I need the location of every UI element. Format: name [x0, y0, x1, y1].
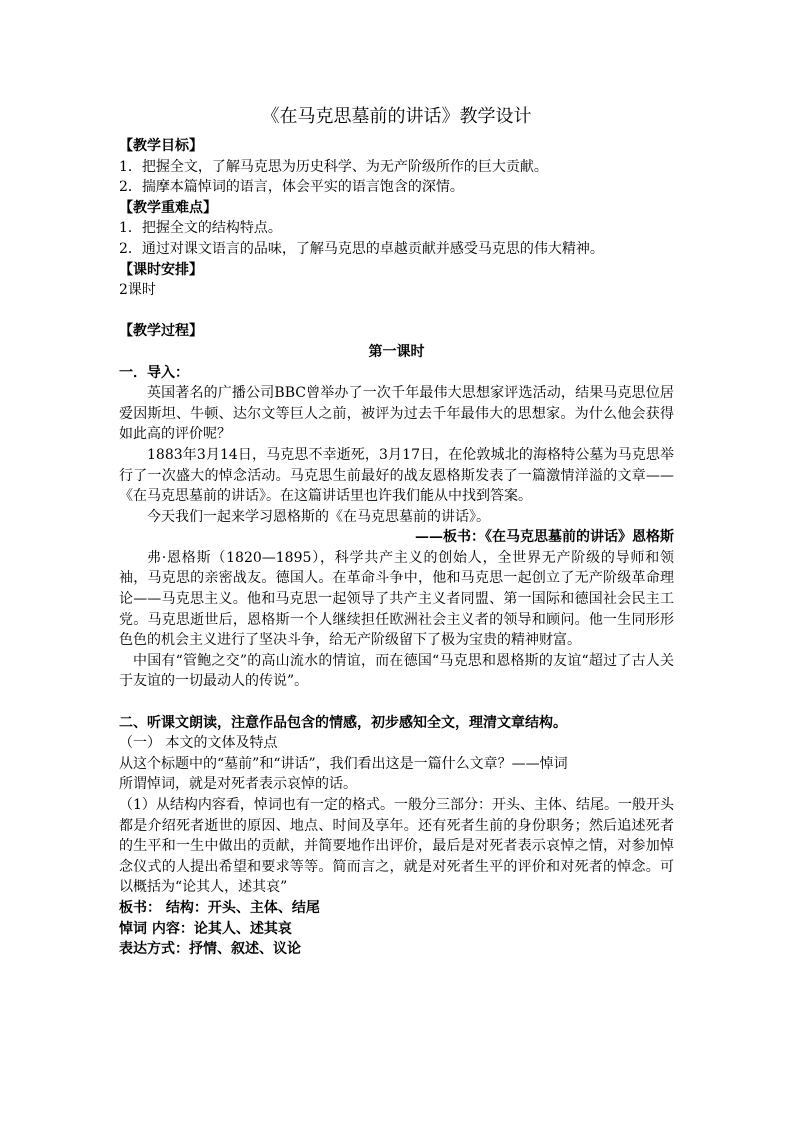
engels-bio: 弗·恩格斯（1820—1895），科学共产主义的创始人，全世界无产阶级的导师和领袖，马克思的亲密战友。德国人。在革命斗争中，他和马克思一起创立了无产阶级革命理论——马克思主义。他和马克思一起领导了共产主义者同盟、第一国际和德国社会民主工党。马克思逝世后，恩格斯一个人继续担任欧洲社会主义者的领导和顾问。他一生同形形色色的机会主义进行了坚决斗争，给无产阶级留下了极为宝贵的精神财富。	[119, 549, 674, 649]
goal-item-2: 2．揣摩本篇悼词的语言，体会平实的语言饱含的深情。	[119, 179, 464, 196]
intro-paragraph-1: 英国著名的广播公司BBC曾举办了一次千年最伟大思想家评选活动，结果马克思位居爱因斯坦、牛顿、达尔文等巨人之前，被评为过去千年最伟大的思想家。为什么他会获得如此高的评价呢？	[119, 385, 674, 443]
key-points-heading: 【教学重难点】	[119, 199, 217, 216]
board-content: 悼词 内容：论其人、述其哀	[119, 920, 292, 937]
schedule-heading: 【课时安排】	[119, 261, 203, 278]
section2-paragraph-3: （1）从结构内容看，悼词也有一定的格式。一般分三部分：开头、主体、结尾。一般开头都是介绍死者逝世的原因、地点、时间及享年。还有死者生前的身份职务；然后追述死者的生平和一生中做出的贡献，并简要地作出评价，最后是对死者表示哀悼之情，对参加悼念仪式的人提出希望和要求等等。简而言之，就是对死者生平的评价和对死者的悼念。可以概括为“论其人，述其哀”	[119, 797, 674, 896]
friendship-paragraph: 中国有“管鲍之交”的高山流水的情谊，而在德国“马克思和恩格斯的友谊“超过了古人关于友谊的一切最动人的传说”。	[119, 652, 674, 690]
process-heading: 【教学过程】	[119, 323, 203, 340]
document-title: 《在马克思墓前的讲话》教学设计	[261, 106, 532, 127]
document-page	[119, 104, 674, 960]
intro-paragraph-3: 今天我们一起来学习恩格斯的《在马克思墓前的讲话》。	[147, 508, 490, 525]
intro-heading: 一．导入：	[119, 364, 189, 381]
section2-sub1: （一） 本文的文体及特点	[119, 735, 278, 752]
key-point-item-1: 1．把握全文的结构特点。	[119, 220, 282, 237]
intro-paragraph-2: 1883年3月14日，马克思不幸逝死，3月17日，在伦敦城北的海格特公墓为马克思举行了一次盛大的悼念活动。马克思生前最好的战友恩格斯发表了一篇激情洋溢的文章——《在马克思墓前的讲话》。在这篇讲话里也许我们能从中找到答案。	[119, 446, 674, 505]
section2-heading: 二、听课文朗读，注意作品包含的情感，初步感知全文，理清文章结构。	[119, 714, 567, 731]
board-note: ——板书：《在马克思墓前的讲话》恩格斯	[415, 529, 674, 546]
schedule-value: 2课时	[119, 282, 156, 299]
board-expression: 表达方式：抒情、叙述、议论	[119, 941, 301, 958]
spacer	[119, 692, 674, 713]
lesson-title: 第一课时	[368, 343, 425, 360]
key-point-item-2: 2．通过对课文语言的品味，了解马克思的卓越贡献并感受马克思的伟大精神。	[119, 240, 604, 257]
board-structure: 板书： 结构：开头、主体、结尾	[119, 899, 320, 916]
section2-paragraph-1: 从这个标题中的“墓前”和“讲话”，我们看出这是一篇什么文章？——悼词	[119, 755, 568, 772]
section2-paragraph-2: 所谓悼词，就是对死者表示哀悼的话。	[119, 776, 357, 793]
goal-item-1: 1．把握全文，了解马克思为历史科学、为无产阶级所作的巨大贡献。	[119, 158, 548, 175]
spacer	[119, 301, 674, 322]
goals-heading: 【教学目标】	[119, 138, 203, 154]
